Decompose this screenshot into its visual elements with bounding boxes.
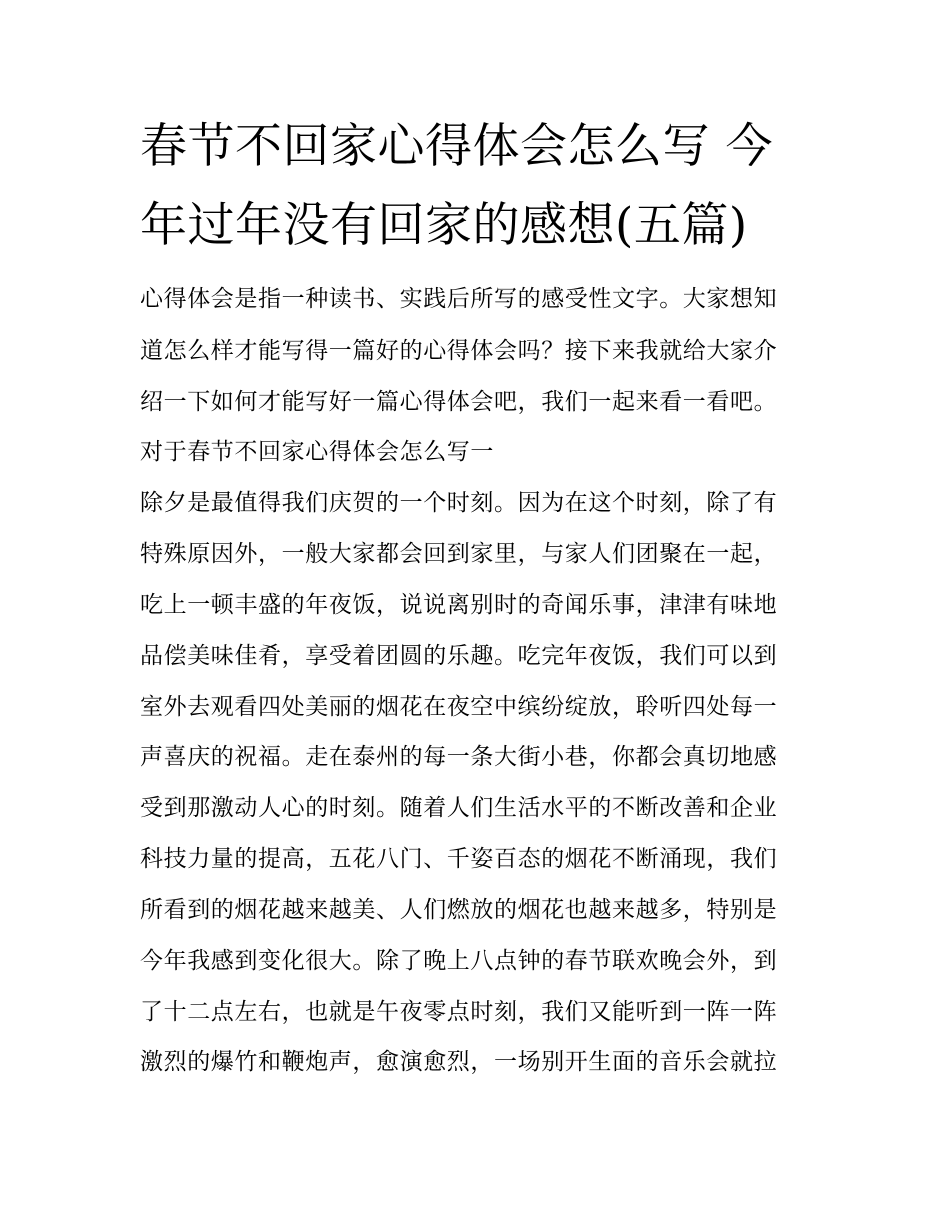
body-line: 科技力量的提高，五花八门、千姿百态的烟花不断涌现，我们	[140, 846, 778, 872]
body-line: 特殊原因外，一般大家都会回到家里，与家人们团聚在一起，	[140, 541, 778, 567]
intro-line-1: 心得体会是指一种读书、实践后所写的感受性文字。大家想知	[140, 286, 778, 312]
body-line: 除夕是最值得我们庆贺的一个时刻。因为在这个时刻，除了有	[140, 490, 778, 516]
document-title-line-2: 年过年没有回家的感想(五篇)	[140, 198, 748, 253]
intro-line-2: 道怎么样才能写得一篇好的心得体会吗？接下来我就给大家介	[140, 338, 778, 364]
body-line: 品偿美味佳肴，享受着团圆的乐趣。吃完年夜饭，我们可以到	[140, 643, 778, 669]
body-line: 激烈的爆竹和鞭炮声，愈演愈烈，一场别开生面的音乐会就拉	[140, 1049, 778, 1075]
intro-line-3: 绍一下如何才能写好一篇心得体会吧，我们一起来看一看吧。	[140, 389, 778, 415]
document-title-line-1: 春节不回家心得体会怎么写 今	[140, 119, 773, 174]
body-line: 今年我感到变化很大。除了晚上八点钟的春节联欢晚会外，到	[140, 948, 778, 974]
body-line: 声喜庆的祝福。走在泰州的每一条大街小巷，你都会真切地感	[140, 744, 778, 770]
body-line: 所看到的烟花越来越美、人们燃放的烟花也越来越多，特别是	[140, 897, 778, 923]
body-line: 了十二点左右，也就是午夜零点时刻，我们又能听到一阵一阵	[140, 999, 778, 1025]
section-heading: 对于春节不回家心得体会怎么写一	[140, 439, 494, 465]
body-line: 吃上一顿丰盛的年夜饭，说说离别时的奇闻乐事，津津有味地	[140, 592, 778, 618]
body-line: 室外去观看四处美丽的烟花在夜空中缤纷绽放，聆听四处每一	[140, 694, 778, 720]
body-line: 受到那激动人心的时刻。随着人们生活水平的不断改善和企业	[140, 795, 778, 821]
